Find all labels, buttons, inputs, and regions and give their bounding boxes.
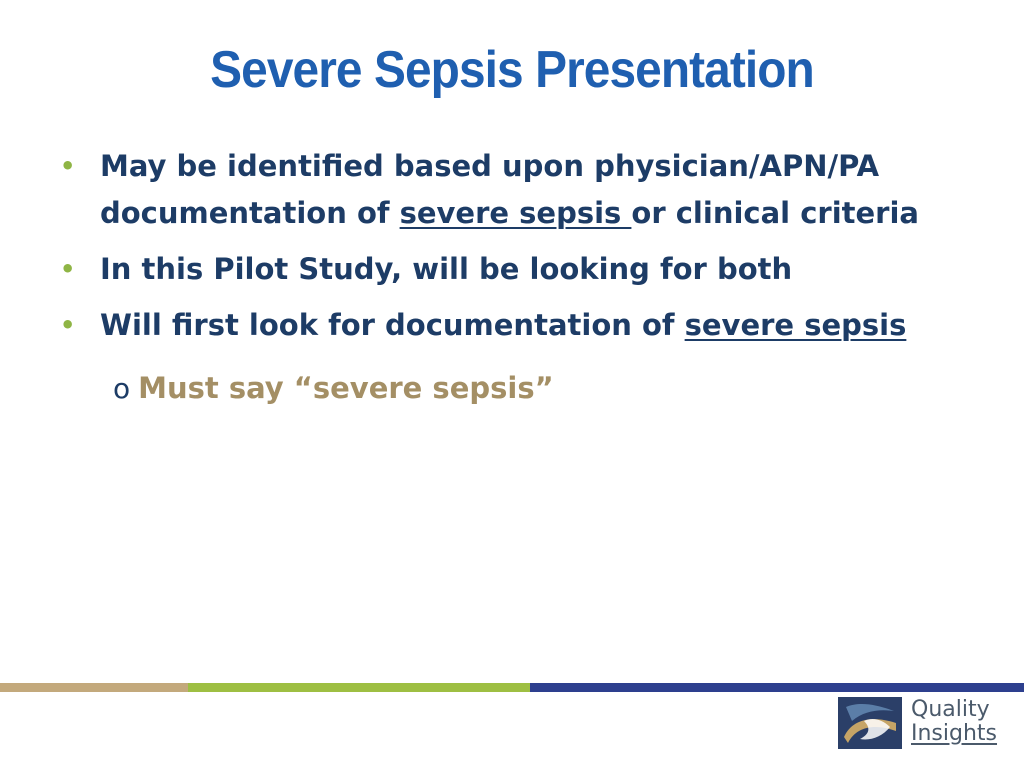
bullet-1-line-2-pre: documentation of xyxy=(100,196,400,230)
bullet-item-pilot-study xyxy=(60,246,960,293)
bullet-3-underlined-term: severe sepsis xyxy=(684,308,907,342)
bullet-dot-icon: • xyxy=(60,152,76,180)
slide-title: Severe Sepsis Presentation xyxy=(210,41,814,99)
quality-insights-logo xyxy=(838,697,1008,752)
footer-stripe-green xyxy=(188,683,530,692)
bullet-item-first-look xyxy=(60,302,960,349)
bullet-dot-icon: • xyxy=(60,311,76,339)
footer-stripe-navy xyxy=(530,683,1024,692)
logo-line-insights: Insights xyxy=(911,721,998,746)
sub-bullet-item xyxy=(113,365,554,412)
footer-stripe-tan xyxy=(0,683,188,692)
bullet-1-underlined-term: severe sepsis xyxy=(399,196,632,230)
bullet-2-text: In this Pilot Study, will be looking for both xyxy=(100,252,793,286)
logo-line-quality: Quality xyxy=(911,697,990,722)
bullet-1-line-1: May be identified based upon physician/APN/PA xyxy=(100,149,880,183)
bullet-1-line-2-post: or clinical criteria xyxy=(631,196,919,230)
sub-bullet-text: Must say “severe sepsis” xyxy=(138,371,554,405)
bullet-list xyxy=(60,143,960,358)
quality-insights-logo-icon xyxy=(838,697,902,749)
bullet-3-pre: Will first look for documentation of xyxy=(100,308,685,342)
logo-wordmark xyxy=(911,698,997,746)
bullet-dot-icon: • xyxy=(60,255,76,283)
sub-bullet-marker: o xyxy=(113,372,131,405)
bullet-item-identified xyxy=(60,143,960,237)
